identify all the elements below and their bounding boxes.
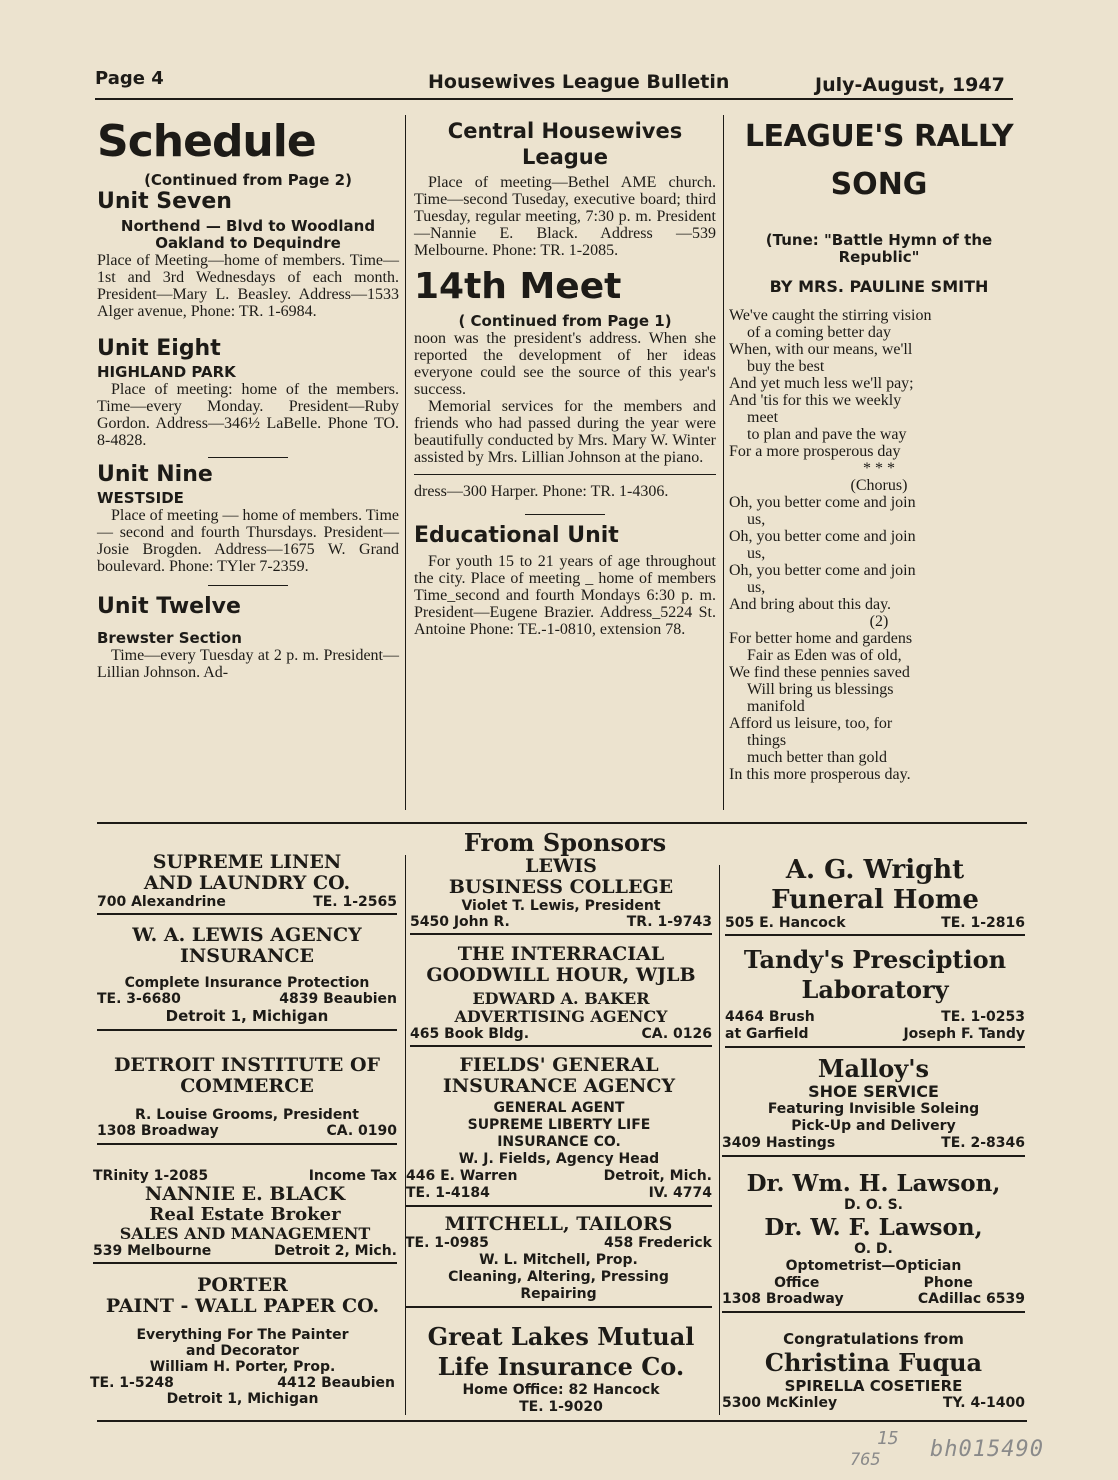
schedule-column [97, 118, 399, 681]
ad-line: Complete Insurance Protection [124, 975, 370, 991]
song-line: much better than gold [747, 749, 887, 766]
ad-address: 505 E. Hancock [725, 915, 846, 931]
song-column [729, 118, 1029, 783]
ad-line: William H. Porter, Prop. [149, 1359, 336, 1375]
archive-id: bh015490 [930, 1437, 1044, 1462]
ad-tandy-laboratory [725, 945, 1025, 1048]
ad-line: and Decorator [186, 1343, 299, 1359]
ad-line: GOODWILL HOUR, WJLB [426, 964, 696, 986]
column-rule [405, 115, 406, 810]
header-rule [95, 98, 1013, 100]
ad-line: THE INTERRACIAL [457, 943, 665, 965]
ad-address: 4412 Beaubien [277, 1375, 395, 1391]
song-line: We find these pennies saved [729, 664, 910, 681]
ad-line: PORTER [197, 1274, 288, 1296]
ad-line: INSURANCE [179, 945, 315, 967]
song-line: us, [747, 511, 766, 528]
ad-malloys-shoe [722, 1055, 1025, 1157]
divider [722, 1155, 1025, 1157]
issue-date: July-August, 1947 [815, 74, 1005, 96]
divider [97, 1029, 397, 1031]
ad-address: 465 Book Bldg. [410, 1026, 530, 1042]
ad-address: 700 Alexandrine [97, 894, 226, 910]
ad-phone: CAdillac 6539 [917, 1291, 1025, 1307]
ad-phone: TE. 1-0985 [405, 1235, 489, 1251]
song-tune: (Tune: "Battle Hymn of the Republic" [765, 231, 993, 266]
ad-line: DETROIT INSTITUTE OF [113, 1054, 381, 1076]
ad-phone: TE. 1-2816 [941, 915, 1025, 931]
schedule-title: Schedule [97, 116, 316, 167]
ad-phone: TE. 1-5248 [90, 1375, 174, 1391]
ad-line: Real Estate Broker [149, 1204, 341, 1225]
ad-line: Dr. Wm. H. Lawson, [746, 1170, 1001, 1197]
divider [406, 1205, 712, 1207]
ad-line: ADVERTISING AGENCY [454, 1007, 668, 1026]
ad-line: Repairing [520, 1286, 597, 1302]
ad-christina-fuqua [722, 1330, 1025, 1412]
ad-line: MITCHELL, TAILORS [444, 1213, 673, 1235]
ad-address: 3409 Hastings [722, 1135, 836, 1151]
song-line: things [747, 732, 787, 749]
unit-nine-body: Place of meeting — home of members. Time — second and fourth Thursdays. President—Josie Brogden. Address—1675 W. Grand boulevard. Phone: TYler 7-2359. [97, 507, 399, 575]
song-line: manifold [747, 698, 805, 715]
song-line: buy the best [747, 358, 825, 375]
ad-goodwill-hour [410, 944, 712, 1047]
central-league-body: Place of meeting—Bethel AME church. Time—second Tuseday, executive board; third Tuesday, regular meeting, 7:30 p. m. President—Nannie E. Black. Address —539 Melbourne. Phone: TR. 1-2085. [414, 174, 716, 259]
bottom-rule [97, 1420, 1027, 1422]
unit-twelve-continued: dress—300 Harper. Phone: TR. 1-4306. [414, 483, 669, 500]
ad-supreme-linen [97, 852, 397, 915]
ad-line: Great Lakes Mutual [427, 1322, 695, 1351]
section-rule [97, 822, 1027, 824]
bulletin-title: Housewives League Bulletin [428, 71, 730, 93]
page-number: Page 4 [95, 68, 164, 89]
pencil-mark: 15 [877, 1428, 899, 1449]
ad-phone: TE. 1-0253 [941, 1009, 1025, 1025]
song-line: In this more prosperous day. [729, 766, 911, 783]
unit-twelve-title: Unit Twelve [97, 594, 241, 619]
ad-line: Home Office: 82 Hancock [462, 1382, 660, 1398]
divider [405, 1306, 712, 1308]
unit-nine-title: Unit Nine [97, 462, 213, 487]
divider [525, 514, 605, 515]
ad-line: Cleaning, Altering, Pressing [448, 1269, 669, 1285]
ad-lewis-college [410, 856, 712, 935]
song-line: to plan and pave the way [747, 426, 907, 443]
unit-seven-body: Place of Meeting—home of members. Time—1st and 3rd Wednesdays of each month. President—Mary L. Beasley. Address—1533 Alger avenue, Phone: TR. 1-6984. [97, 252, 399, 320]
ad-city: Detroit 1, Michigan [166, 1391, 319, 1407]
ad-porter-paint [90, 1275, 395, 1407]
meet-body: noon was the president's address. When she reported the development of her ideas everyone could see the source of this year's success. [414, 330, 716, 398]
ad-fields-insurance [406, 1055, 712, 1207]
ad-line: INSURANCE AGENCY [442, 1075, 676, 1097]
meet-body-2: Memorial services for the members and friends who had passed during the year were beautifully conducted by Mrs. Mary W. Winter assisted by Mrs. Lillian Johnson at the piano. [414, 398, 716, 466]
ad-line: SHOE SERVICE [808, 1082, 939, 1101]
song-line: of a coming better day [747, 324, 891, 341]
ad-line: Christina Fuqua [764, 1348, 983, 1377]
ad-line: SALES AND MANAGEMENT [119, 1224, 371, 1243]
divider [410, 933, 712, 935]
ad-line: Violet T. Lewis, President [461, 898, 661, 914]
ad-mitchell-tailors [405, 1214, 712, 1308]
song-title: LEAGUE'S RALLY [744, 119, 1014, 154]
ad-line: COMMERCE [180, 1075, 314, 1097]
unit-seven-title: Unit Seven [97, 189, 232, 214]
ad-phone: TE. 2-8346 [941, 1135, 1025, 1151]
ad-city: Detroit, Mich. [603, 1168, 712, 1184]
ad-line: FIELDS' GENERAL [459, 1054, 659, 1076]
ad-phone: TE. 1-4184 [406, 1185, 490, 1201]
ad-line: GENERAL AGENT [493, 1100, 625, 1116]
divider [414, 474, 716, 475]
ad-line: Life Insurance Co. [437, 1352, 685, 1381]
ad-address: 1308 Broadway [722, 1291, 844, 1307]
song-stars: * * * [863, 460, 895, 477]
ad-phone: IV. 4774 [648, 1185, 712, 1201]
divider [93, 1262, 397, 1264]
song-line: us, [747, 579, 766, 596]
schedule-continued: (Continued from Page 2) [144, 171, 352, 189]
ad-line: O. D. [854, 1241, 893, 1257]
ad-phone: TRinity 1-2085 [93, 1168, 209, 1184]
ad-line: AND LAUNDRY CO. [143, 872, 351, 894]
divider [97, 913, 397, 915]
ad-line: Malloy's [817, 1054, 930, 1083]
ad-line: EDWARD A. BAKER [472, 989, 650, 1008]
divider [725, 934, 1025, 936]
ad-line: PAINT - WALL PAPER CO. [105, 1295, 380, 1317]
ad-line: Tandy's Presciption [743, 945, 1007, 974]
ad-line: Pick-Up and Delivery [791, 1118, 956, 1134]
unit-eight-body: Place of meeting: home of the members. Time—every Monday. President—Ruby Gordon. Address—346½ LaBelle. Phone TO. 8-4828. [97, 381, 399, 449]
ad-line: SUPREME LIBERTY LIFE [467, 1117, 651, 1133]
song-line: Oh, you better come and join [729, 494, 916, 511]
song-line: For a more prosperous day [729, 443, 901, 460]
song-verse-1 [729, 307, 1029, 460]
central-league-title: Central Housewives League [447, 119, 683, 169]
ad-city: Detroit 1, Michigan [165, 1007, 329, 1025]
ad-line: Dr. W. F. Lawson, [764, 1214, 983, 1241]
ad-address: 446 E. Warren [406, 1168, 518, 1184]
song-chorus-label: (Chorus) [850, 477, 908, 494]
song-line: Oh, you better come and join [729, 562, 916, 579]
unit-eight-title: Unit Eight [97, 336, 221, 361]
divider [208, 585, 288, 586]
ad-address: 1308 Broadway [97, 1123, 219, 1139]
ad-line: NANNIE E. BLACK [144, 1183, 346, 1205]
unit-twelve-area: Brewster Section [97, 629, 242, 647]
educational-unit-title: Educational Unit [414, 523, 619, 548]
divider [208, 457, 288, 458]
unit-nine-area: WESTSIDE [97, 489, 184, 507]
ad-line: W. L. Mitchell, Prop. [479, 1252, 638, 1268]
ad-line: SUPREME LINEN [152, 851, 342, 873]
unit-seven-area: Northend — Blvd to Woodland [120, 217, 376, 235]
song-line: We've caught the stirring vision [729, 307, 932, 324]
song-line: Oh, you better come and join [729, 528, 916, 545]
ad-great-lakes [410, 1322, 712, 1416]
meet-title: 14th Meet [414, 266, 622, 307]
song-line: us, [747, 545, 766, 562]
unit-eight-area: HIGHLAND PARK [97, 363, 236, 381]
ad-line: Laboratory [801, 975, 949, 1004]
ad-nannie-black [93, 1168, 397, 1264]
ad-address: 4464 Brush [725, 1009, 815, 1025]
column-rule [723, 115, 724, 810]
ad-phone: TE. 1-2565 [313, 894, 397, 910]
divider [97, 1143, 397, 1145]
ad-lewis-agency [97, 925, 397, 1031]
ad-line: Funeral Home [771, 885, 979, 915]
ad-address: 458 Frederick [604, 1235, 712, 1251]
ad-line: Congratulations from [783, 1330, 964, 1348]
ad-detroit-institute [97, 1055, 397, 1145]
song-title-2: SONG [830, 167, 928, 202]
ad-address: at Garfield [725, 1026, 809, 1042]
song-author: BY MRS. PAULINE SMITH [769, 277, 989, 296]
ad-city: Detroit 2, Mich. [274, 1243, 397, 1259]
ad-line: Optometrist—Optician [785, 1258, 962, 1274]
ad-line: BUSINESS COLLEGE [448, 876, 674, 898]
unit-twelve-body: Time—every Tuesday at 2 p. m. President—Lillian Johnson. Ad- [97, 647, 399, 681]
ad-line: D. O. S. [843, 1197, 903, 1213]
ad-lawson-optometrist [722, 1170, 1025, 1313]
ad-line: A. G. Wright [785, 855, 965, 885]
ad-line: Income Tax [308, 1168, 397, 1184]
ad-line: W. A. LEWIS AGENCY [132, 924, 362, 946]
song-line: And 'tis for this we weekly [729, 392, 902, 409]
unit-seven-area-2: Oakland to Dequindre [155, 234, 341, 252]
ad-line: Phone [923, 1275, 973, 1291]
ad-phone: TE. 1-9020 [519, 1399, 603, 1415]
song-line: When, with our means, we'll [729, 341, 913, 358]
ad-phone: TY. 4-1400 [942, 1395, 1025, 1411]
ad-line: LEWIS [525, 855, 597, 877]
song-line: Fair as Eden was of old, [747, 647, 902, 664]
ad-line: Office [774, 1275, 820, 1291]
ad-phone: TR. 1-9743 [626, 914, 712, 930]
ad-wright-funeral [725, 855, 1025, 936]
song-verse-2 [729, 630, 1029, 783]
middle-column [414, 118, 716, 638]
column-rule [719, 865, 720, 1415]
song-verse-number: (2) [869, 613, 889, 630]
song-line: meet [747, 409, 779, 426]
ad-phone: CA. 0190 [326, 1123, 397, 1139]
ad-line: Everything For The Painter [136, 1327, 349, 1343]
ad-address: 539 Melbourne [93, 1243, 212, 1259]
ad-address: 5450 John R. [410, 914, 510, 930]
ad-line: W. J. Fields, Agency Head [458, 1151, 660, 1167]
song-line: For better home and gardens [729, 630, 913, 647]
ad-phone: TE. 3-6680 [97, 991, 181, 1007]
ad-phone: CA. 0126 [641, 1026, 712, 1042]
song-line: Will bring us blessings [747, 681, 894, 698]
divider [722, 1311, 1025, 1313]
ad-line: INSURANCE CO. [497, 1134, 621, 1150]
ad-line: Joseph F. Tandy [903, 1026, 1025, 1042]
song-line: And bring about this day. [729, 596, 892, 613]
meet-continued: ( Continued from Page 1) [458, 312, 672, 330]
ad-line: Featuring Invisible Soleing [767, 1101, 980, 1117]
ad-address: 4839 Beaubien [279, 991, 397, 1007]
educational-unit-body: For youth 15 to 21 years of age throughout the city. Place of meeting _ home of members Time_second and fourth Mondays 6:30 p. m. President—Eugene Brazier. Address_5224 St. Antoine Phone: TE.-1-0810, extension 78. [414, 553, 716, 638]
divider [725, 1046, 1025, 1048]
ad-address: 5300 McKinley [722, 1395, 838, 1411]
pencil-mark-2: 765 [850, 1450, 881, 1470]
ad-line: SPIRELLA COSETIERE [784, 1377, 963, 1395]
song-line: Afford us leisure, too, for [729, 715, 893, 732]
divider [410, 1045, 712, 1047]
ad-line: R. Louise Grooms, President [135, 1107, 359, 1123]
sponsors-title: From Sponsors [463, 828, 667, 857]
song-line: And yet much less we'll pay; [729, 375, 914, 392]
song-chorus [729, 494, 1029, 613]
